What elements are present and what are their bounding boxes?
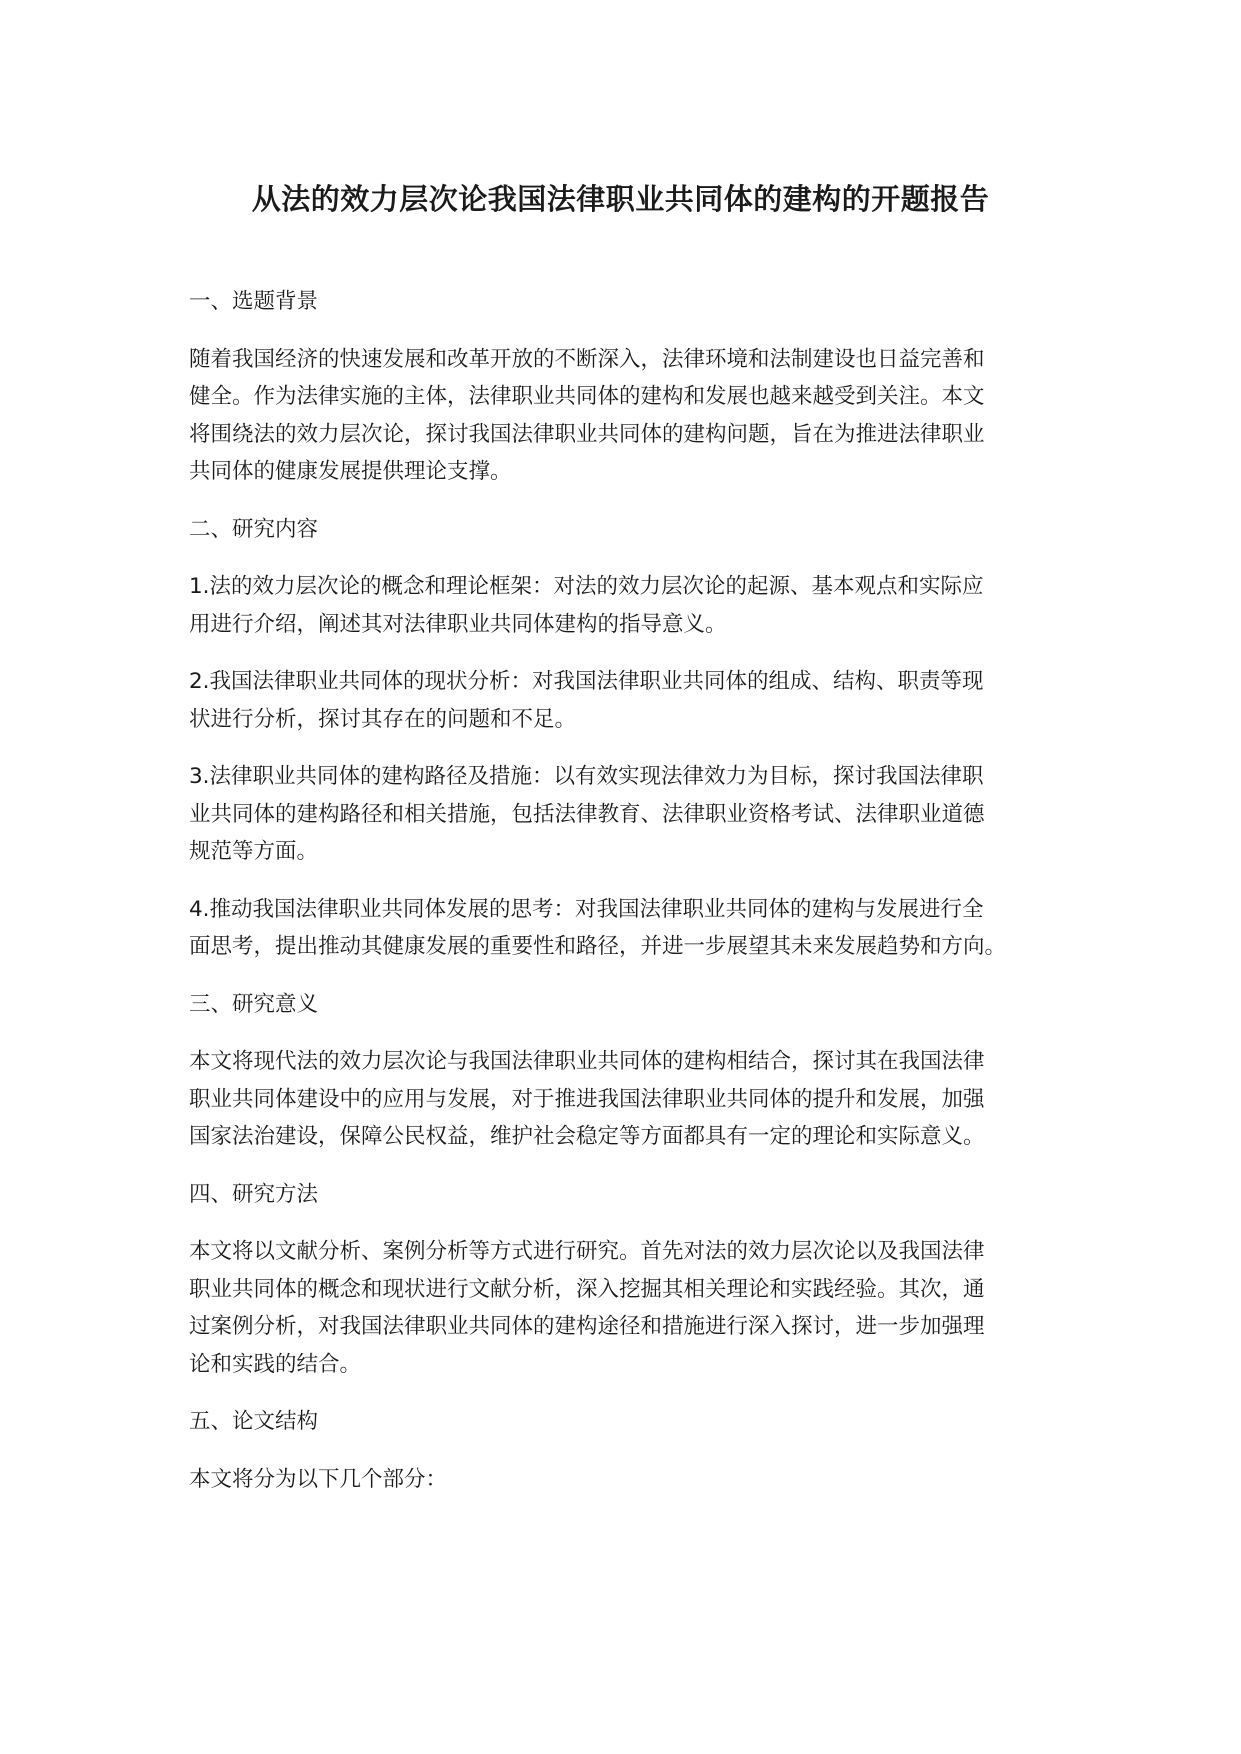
paragraph-line: 共同体的健康发展提供理论支撑。 (189, 459, 512, 484)
item-line: 规范等方面。 (189, 839, 319, 864)
paragraph-line: 职业共同体的概念和现状进行文献分析，深入挖掘其相关理论和实践经验。其次，通 (189, 1276, 985, 1302)
section-heading-structure: 五、论文结构 (189, 1409, 319, 1434)
section-heading-background: 一、选题背景 (189, 289, 319, 314)
paragraph-line: 健全。作为法律实施的主体，法律职业共同体的建构和发展也越来越受到关注。本文 (189, 384, 985, 409)
paragraph-line: 随着我国经济的快速发展和改革开放的不断深入，法律环境和法制建设也日益完善和 (189, 346, 985, 372)
research-content-item-3 (189, 758, 1069, 871)
section-heading-content: 二、研究内容 (189, 516, 319, 542)
paragraph-line: 职业共同体建设中的应用与发展，对于推进我国法律职业共同体的提升和发展，加强 (189, 1086, 985, 1112)
section-heading-method: 四、研究方法 (189, 1181, 319, 1207)
item-line: 面思考，提出推动其健康发展的重要性和路径，并进一步展望其未来发展趋势和方向。 (189, 934, 1007, 959)
research-content-item-2 (189, 663, 1069, 738)
item-line: 业共同体的建构路径和相关措施，包括法律教育、法律职业资格考试、法律职业道德 (189, 801, 985, 827)
significance-paragraph (189, 1043, 1069, 1156)
method-paragraph (189, 1233, 1069, 1383)
paragraph-line: 国家法治建设，保障公民权益，维护社会稳定等方面都具有一定的理论和实际意义。 (189, 1124, 985, 1149)
item-line: 状进行分析，探讨其存在的问题和不足。 (189, 706, 577, 732)
document-title: 从法的效力层次论我国法律职业共同体的建构的开题报告 (251, 182, 990, 216)
item-line: 用进行介绍，阐述其对法律职业共同体建构的指导意义。 (189, 611, 727, 637)
paragraph-line: 本文将以文献分析、案例分析等方式进行研究。首先对法的效力层次论以及我国法律 (189, 1239, 985, 1264)
paragraph-line: 论和实践的结合。 (189, 1351, 362, 1377)
document-body (189, 283, 1069, 1518)
item-line: 4.推动我国法律职业共同体发展的思考：对我国法律职业共同体的建构与发展进行全 (189, 896, 984, 922)
section-heading-significance: 三、研究意义 (189, 991, 319, 1017)
paragraph-line: 过案例分析，对我国法律职业共同体的建构途径和措施进行深入探讨，进一步加强理 (189, 1314, 985, 1339)
research-content-item-1 (189, 568, 1069, 643)
item-line: 2.我国法律职业共同体的现状分析：对我国法律职业共同体的组成、结构、职责等现 (189, 669, 984, 694)
item-line: 1.法的效力层次论的概念和理论框架：对法的效力层次论的起源、基本观点和实际应 (189, 574, 984, 599)
background-paragraph (189, 341, 1069, 491)
paragraph-line: 本文将分为以下几个部分： (189, 1466, 448, 1492)
research-content-item-4 (189, 891, 1069, 966)
paragraph-line: 本文将现代法的效力层次论与我国法律职业共同体的建构相结合，探讨其在我国法律 (189, 1049, 985, 1074)
item-line: 3.法律职业共同体的建构路径及措施：以有效实现法律效力为目标，探讨我国法律职 (189, 764, 984, 789)
structure-paragraph (189, 1461, 1069, 1499)
paragraph-line: 将围绕法的效力层次论，探讨我国法律职业共同体的建构问题，旨在为推进法律职业 (189, 421, 985, 447)
